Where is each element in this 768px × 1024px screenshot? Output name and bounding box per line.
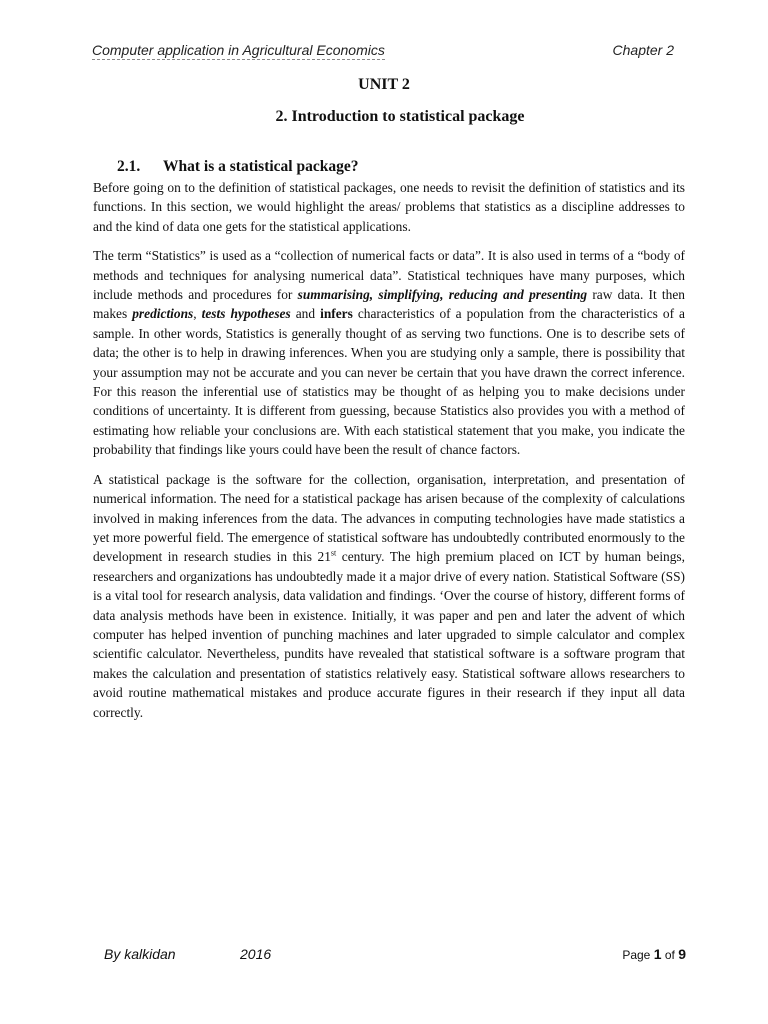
footer-author: By kalkidan [104,946,176,962]
p2-emphasis-summarising: summarising, simplifying, reducing and presenting [297,287,588,303]
p2-emphasis-in: in [320,306,332,322]
body-text [93,178,685,732]
p2-text-2: raw data. It then makes [93,287,685,322]
p2-emphasis-predictions: predictions [132,306,194,322]
ordinal-superscript: st [330,548,337,558]
page-word: Page [622,948,651,962]
page-number [622,946,686,962]
p2-text-3: , [193,306,202,322]
p2-emphasis-hypotheses: tests hypotheses [201,306,291,322]
paragraph-2 [93,246,685,459]
footer-year: 2016 [240,946,272,962]
section-heading-text: What is a statistical package? [163,158,359,175]
page-total: 9 [678,946,686,962]
p3-text-1: A statistical package is the software for the collection, organisation, interpretation, and presentation of numerical information. The need for a statistical package has arisen because of the complexity of calculations involved in making inferences from the data. The advances in computing technologies have made statistics a yet more powerful field. The emergence of statistical software has undoubtedly contributed enormously to the development in research studies in this 21 [93,471,685,565]
p2-text-1: The term “Statistics” is used as a “collection of numerical facts or data”. It is also used in terms of a “body of methods and techniques for analysing numerical data”. Statistical techniques have many purposes, which include methods and procedures for [93,248,685,303]
page-footer [104,946,686,966]
of-word: of [664,948,675,962]
section-number: 2.1. [117,158,141,175]
unit-heading: UNIT 2 [358,76,410,93]
p3-text-2: century. The high premium placed on ICT by human beings, researchers and organizations has undoubtedly made it a major drive of every nation. Statistical Software (SS) is a vital tool for research analysis, data validation and findings. ‘Over the course of history, different forms of data analysis methods have been in existence. Initially, it was paper and pen and later the advent of which computer has helped invention of punching machines and later upgraded to simple calculator and complex scientific calculator. Nevertheless, pundits have revealed that statistical software is a software program that makes the calculation and presentation of statistics relatively easy. Statistical software allows researchers to avoid routine mathematical mistakes and produce accurate figures in their research if they input all data correctly. [93,549,685,720]
paragraph-3 [93,470,685,722]
chapter-title: 2. Introduction to statistical package [275,108,525,125]
page-current: 1 [653,946,662,962]
course-title: Computer application in Agricultural Economics [92,42,385,58]
p2-text-4: and [290,306,321,322]
p2-emphasis-fers: fers [331,306,353,322]
section-heading [117,158,358,176]
paragraph-1: Before going on to the definition of statistical packages, one needs to revisit the definition of statistics and its functions. In this section, we would highlight the areas/ problems that statistics as a discipline addresses to and the kind of data one gets for the statistical applications. [93,180,685,234]
p2-text-5: characteristics of a population from the characteristics of a sample. In other words, Statistics is generally thought of as serving two functions. One is to describe sets of data; the other is to help in drawing inferences. When you are studying only a sample, there is possibility that your assumption may not be accurate and you can never be certain that you have drawn the correct inference. For this reason the inferential use of statistics may be thought of as helping you to make decisions under conditions of uncertainty. It is different from guessing, because Statistics also provides you with a method of estimating how reliable your conclusions are. With each statistical statement that you make, you indicate the probability that findings like yours could have been the result of chance factors. [93,306,685,458]
chapter-label: Chapter 2 [612,42,674,58]
